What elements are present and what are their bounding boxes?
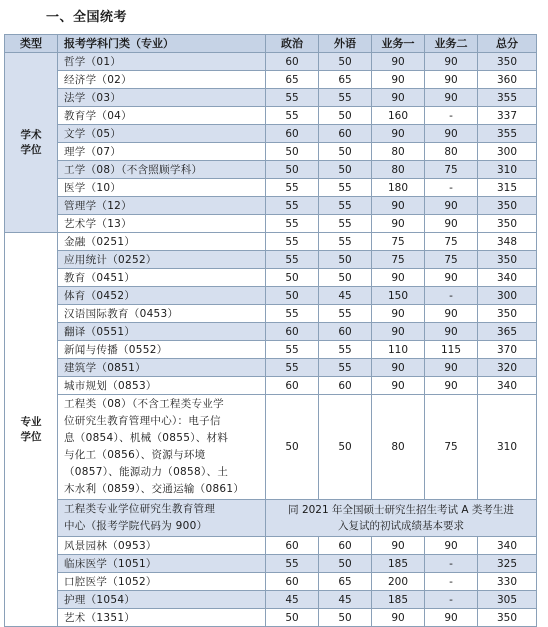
subject-cell: 医学（10） bbox=[58, 179, 266, 197]
course2-cell: 90 bbox=[425, 269, 478, 287]
course1-cell: 110 bbox=[372, 341, 425, 359]
politics-cell: 55 bbox=[266, 89, 319, 107]
language-cell: 45 bbox=[319, 287, 372, 305]
language-cell: 50 bbox=[319, 161, 372, 179]
header-language: 外语 bbox=[319, 35, 372, 53]
table-row bbox=[5, 71, 537, 89]
course1-cell: 150 bbox=[372, 287, 425, 305]
politics-cell: 60 bbox=[266, 377, 319, 395]
course1-cell: 80 bbox=[372, 161, 425, 179]
table-row bbox=[5, 125, 537, 143]
language-cell: 65 bbox=[319, 573, 372, 591]
course2-cell: - bbox=[425, 591, 478, 609]
politics-cell: 50 bbox=[266, 161, 319, 179]
course2-cell: 75 bbox=[425, 233, 478, 251]
language-cell: 45 bbox=[319, 591, 372, 609]
politics-cell: 60 bbox=[266, 573, 319, 591]
politics-cell: 55 bbox=[266, 341, 319, 359]
table-row bbox=[5, 53, 537, 71]
politics-cell: 50 bbox=[266, 287, 319, 305]
table-row bbox=[5, 89, 537, 107]
course2-cell: 90 bbox=[425, 359, 478, 377]
table-row bbox=[5, 377, 537, 395]
table-row bbox=[5, 215, 537, 233]
course2-cell: 90 bbox=[425, 197, 478, 215]
course2-cell: - bbox=[425, 107, 478, 125]
total-cell: 350 bbox=[478, 53, 537, 71]
total-cell: 370 bbox=[478, 341, 537, 359]
subject-cell: 汉语国际教育（0453） bbox=[58, 305, 266, 323]
language-cell: 60 bbox=[319, 125, 372, 143]
course2-cell: 90 bbox=[425, 305, 478, 323]
course1-cell: 90 bbox=[372, 323, 425, 341]
course2-cell: 90 bbox=[425, 215, 478, 233]
politics-cell: 55 bbox=[266, 305, 319, 323]
subject-cell: 口腔医学（1052） bbox=[58, 573, 266, 591]
header-course1: 业务一 bbox=[372, 35, 425, 53]
subject-cell: 法学（03） bbox=[58, 89, 266, 107]
table-row bbox=[5, 359, 537, 377]
politics-cell: 55 bbox=[266, 107, 319, 125]
requirement-note: 同 2021 年全国硕士研究生招生考试 A 类考生进 入复试的初试成绩基本要求 bbox=[266, 500, 537, 537]
politics-cell: 60 bbox=[266, 323, 319, 341]
course2-cell: 90 bbox=[425, 609, 478, 627]
total-cell: 355 bbox=[478, 89, 537, 107]
politics-cell: 55 bbox=[266, 251, 319, 269]
politics-cell: 55 bbox=[266, 215, 319, 233]
language-cell: 55 bbox=[319, 179, 372, 197]
total-cell: 300 bbox=[478, 287, 537, 305]
total-cell: 360 bbox=[478, 71, 537, 89]
total-cell: 350 bbox=[478, 215, 537, 233]
course2-cell: 90 bbox=[425, 537, 478, 555]
subject-cell: 教育学（04） bbox=[58, 107, 266, 125]
total-cell: 365 bbox=[478, 323, 537, 341]
subject-cell: 应用统计（0252） bbox=[58, 251, 266, 269]
header-subject: 报考学科门类（专业） bbox=[58, 35, 266, 53]
language-cell: 50 bbox=[319, 107, 372, 125]
course1-cell: 90 bbox=[372, 305, 425, 323]
course1-cell: 90 bbox=[372, 197, 425, 215]
course1-cell: 160 bbox=[372, 107, 425, 125]
course2-cell: 90 bbox=[425, 323, 478, 341]
course1-cell: 185 bbox=[372, 591, 425, 609]
total-cell: 355 bbox=[478, 125, 537, 143]
course1-cell: 75 bbox=[372, 233, 425, 251]
table-row bbox=[5, 269, 537, 287]
course1-cell: 90 bbox=[372, 53, 425, 71]
language-cell: 50 bbox=[319, 53, 372, 71]
table-row bbox=[5, 251, 537, 269]
table-row bbox=[5, 537, 537, 555]
table-row bbox=[5, 591, 537, 609]
course1-cell: 75 bbox=[372, 251, 425, 269]
table-row bbox=[5, 573, 537, 591]
course1-cell: 90 bbox=[372, 537, 425, 555]
politics-cell: 55 bbox=[266, 233, 319, 251]
total-cell: 340 bbox=[478, 537, 537, 555]
subject-cell: 理学（07） bbox=[58, 143, 266, 161]
language-cell: 55 bbox=[319, 197, 372, 215]
language-cell: 55 bbox=[319, 233, 372, 251]
total-cell: 337 bbox=[478, 107, 537, 125]
total-cell: 310 bbox=[478, 395, 537, 500]
course2-cell: - bbox=[425, 573, 478, 591]
subject-cell: 体育（0452） bbox=[58, 287, 266, 305]
total-cell: 320 bbox=[478, 359, 537, 377]
header-course2: 业务二 bbox=[425, 35, 478, 53]
course1-cell: 200 bbox=[372, 573, 425, 591]
course2-cell: 115 bbox=[425, 341, 478, 359]
table-row-management-center bbox=[5, 500, 537, 537]
course2-cell: - bbox=[425, 179, 478, 197]
subject-cell: 教育（0451） bbox=[58, 269, 266, 287]
politics-cell: 55 bbox=[266, 197, 319, 215]
table-row bbox=[5, 287, 537, 305]
politics-cell: 65 bbox=[266, 71, 319, 89]
politics-cell: 55 bbox=[266, 555, 319, 573]
language-cell: 55 bbox=[319, 89, 372, 107]
language-cell: 50 bbox=[319, 251, 372, 269]
course2-cell: 80 bbox=[425, 143, 478, 161]
table-row-engineering bbox=[5, 395, 537, 500]
course2-cell: 90 bbox=[425, 377, 478, 395]
subject-cell: 翻译（0551） bbox=[58, 323, 266, 341]
table-row bbox=[5, 107, 537, 125]
course2-cell: 75 bbox=[425, 161, 478, 179]
table-row bbox=[5, 161, 537, 179]
course1-cell: 90 bbox=[372, 125, 425, 143]
course1-cell: 80 bbox=[372, 395, 425, 500]
course1-cell: 180 bbox=[372, 179, 425, 197]
subject-cell: 建筑学（0851） bbox=[58, 359, 266, 377]
total-cell: 350 bbox=[478, 305, 537, 323]
table-row bbox=[5, 197, 537, 215]
language-cell: 60 bbox=[319, 323, 372, 341]
course1-cell: 90 bbox=[372, 609, 425, 627]
table-row bbox=[5, 323, 537, 341]
course2-cell: 90 bbox=[425, 125, 478, 143]
politics-cell: 60 bbox=[266, 125, 319, 143]
subject-cell: 工程类专业学位研究生教育管理 中心（报考学院代码为 900） bbox=[58, 500, 266, 537]
language-cell: 50 bbox=[319, 555, 372, 573]
total-cell: 350 bbox=[478, 251, 537, 269]
politics-cell: 50 bbox=[266, 395, 319, 500]
total-cell: 350 bbox=[478, 609, 537, 627]
subject-cell: 金融（0251） bbox=[58, 233, 266, 251]
course2-cell: 90 bbox=[425, 71, 478, 89]
subject-cell: 艺术学（13） bbox=[58, 215, 266, 233]
politics-cell: 60 bbox=[266, 53, 319, 71]
politics-cell: 45 bbox=[266, 591, 319, 609]
score-requirements-table bbox=[4, 34, 537, 627]
course2-cell: - bbox=[425, 287, 478, 305]
course1-cell: 90 bbox=[372, 377, 425, 395]
course2-cell: - bbox=[425, 555, 478, 573]
table-header-row bbox=[5, 35, 537, 53]
politics-cell: 50 bbox=[266, 269, 319, 287]
category-academic: 学术 学位 bbox=[5, 53, 58, 233]
subject-cell: 护理（1054） bbox=[58, 591, 266, 609]
header-total: 总分 bbox=[478, 35, 537, 53]
subject-cell: 城市规划（0853） bbox=[58, 377, 266, 395]
subject-cell: 风景园林（0953） bbox=[58, 537, 266, 555]
politics-cell: 50 bbox=[266, 609, 319, 627]
politics-cell: 55 bbox=[266, 179, 319, 197]
header-politics: 政治 bbox=[266, 35, 319, 53]
course2-cell: 75 bbox=[425, 395, 478, 500]
language-cell: 55 bbox=[319, 341, 372, 359]
subject-cell: 工学（08）（不含照顾学科） bbox=[58, 161, 266, 179]
language-cell: 50 bbox=[319, 143, 372, 161]
table-row bbox=[5, 341, 537, 359]
header-type: 类型 bbox=[5, 35, 58, 53]
course1-cell: 90 bbox=[372, 71, 425, 89]
politics-cell: 60 bbox=[266, 537, 319, 555]
course1-cell: 80 bbox=[372, 143, 425, 161]
total-cell: 348 bbox=[478, 233, 537, 251]
table-row bbox=[5, 609, 537, 627]
subject-cell: 工程类（08）（不含工程类专业学 位研究生教育管理中心）：电子信 息（0854）、机械（0855）、材料 与化工（0856）、资源与环境 （0857）、能源动力（0858）、土 木水利（0859）、交通运输（0861） bbox=[58, 395, 266, 500]
course1-cell: 90 bbox=[372, 89, 425, 107]
total-cell: 340 bbox=[478, 377, 537, 395]
language-cell: 60 bbox=[319, 537, 372, 555]
subject-cell: 文学（05） bbox=[58, 125, 266, 143]
total-cell: 310 bbox=[478, 161, 537, 179]
total-cell: 340 bbox=[478, 269, 537, 287]
subject-cell: 哲学（01） bbox=[58, 53, 266, 71]
politics-cell: 50 bbox=[266, 143, 319, 161]
subject-cell: 新闻与传播（0552） bbox=[58, 341, 266, 359]
total-cell: 350 bbox=[478, 197, 537, 215]
politics-cell: 55 bbox=[266, 359, 319, 377]
subject-cell: 临床医学（1051） bbox=[58, 555, 266, 573]
total-cell: 330 bbox=[478, 573, 537, 591]
course1-cell: 90 bbox=[372, 269, 425, 287]
subject-cell: 艺术（1351） bbox=[58, 609, 266, 627]
subject-cell: 经济学（02） bbox=[58, 71, 266, 89]
total-cell: 325 bbox=[478, 555, 537, 573]
course1-cell: 90 bbox=[372, 215, 425, 233]
language-cell: 55 bbox=[319, 215, 372, 233]
total-cell: 305 bbox=[478, 591, 537, 609]
table-row bbox=[5, 305, 537, 323]
course2-cell: 90 bbox=[425, 89, 478, 107]
language-cell: 65 bbox=[319, 71, 372, 89]
total-cell: 315 bbox=[478, 179, 537, 197]
table-row bbox=[5, 143, 537, 161]
language-cell: 55 bbox=[319, 305, 372, 323]
total-cell: 300 bbox=[478, 143, 537, 161]
course2-cell: 90 bbox=[425, 53, 478, 71]
category-professional: 专业 学位 bbox=[5, 233, 58, 627]
table-row bbox=[5, 555, 537, 573]
language-cell: 50 bbox=[319, 609, 372, 627]
table-row bbox=[5, 233, 537, 251]
language-cell: 50 bbox=[319, 395, 372, 500]
course2-cell: 75 bbox=[425, 251, 478, 269]
language-cell: 50 bbox=[319, 269, 372, 287]
course1-cell: 185 bbox=[372, 555, 425, 573]
language-cell: 60 bbox=[319, 377, 372, 395]
subject-cell: 管理学（12） bbox=[58, 197, 266, 215]
section-heading: 一、全国统考 bbox=[46, 10, 128, 25]
table-row bbox=[5, 179, 537, 197]
course1-cell: 90 bbox=[372, 359, 425, 377]
language-cell: 55 bbox=[319, 359, 372, 377]
